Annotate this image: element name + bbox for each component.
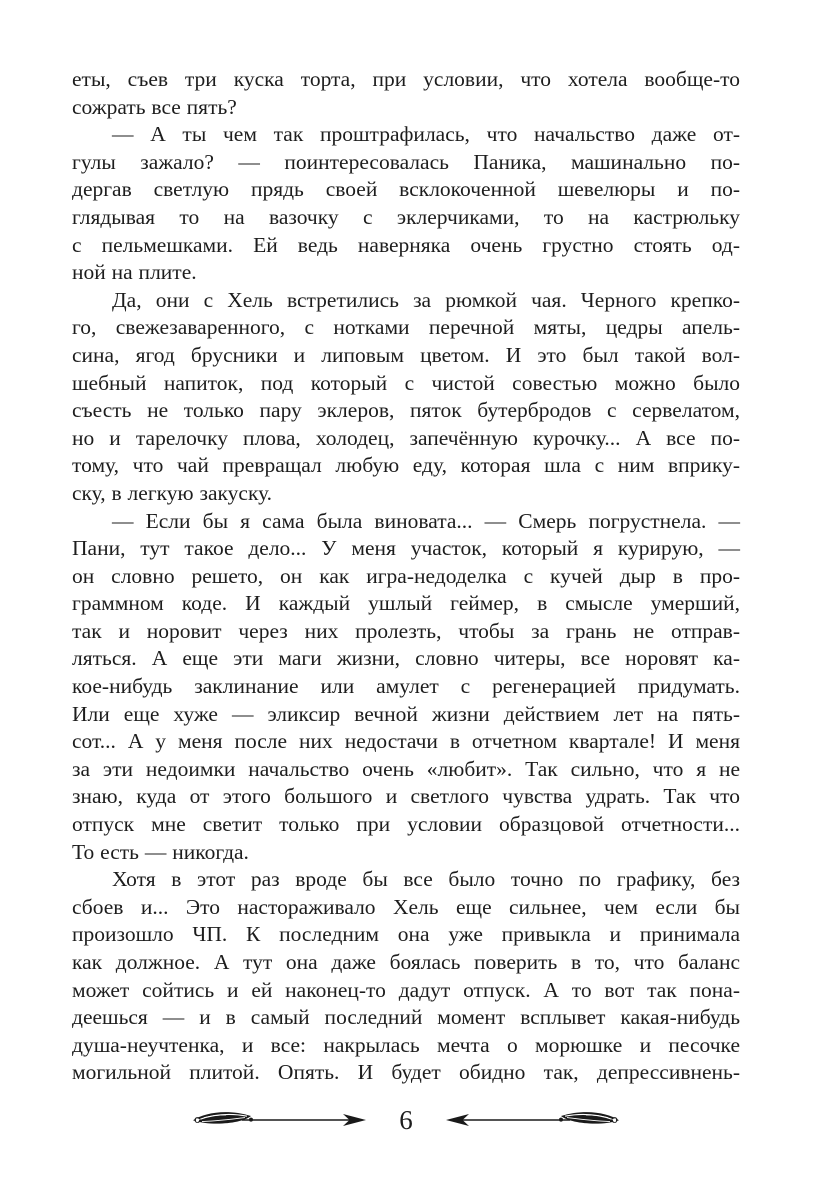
text-line: за эти недоимки начальство очень «любит». Так сильно, что я не bbox=[72, 756, 740, 781]
text-line: еты, съев три куска торта, при условии, что хотела вообще-то bbox=[72, 67, 740, 91]
text-line: сина, ягод брусники и липовым цветом. И это был такой вол- bbox=[72, 342, 740, 367]
text-line: гулы зажало? — поинтересовалась Паника, машинально по- bbox=[72, 149, 740, 174]
text-line: с пельмешками. Ей ведь наверняка очень грустно стоять од- bbox=[72, 232, 740, 257]
text-line: съесть не только пару эклеров, пяток бутербродов с сервелатом, bbox=[72, 398, 740, 423]
text-line: То есть — никогда. bbox=[72, 839, 249, 864]
text-line: Пани, тут такое дело... У меня участок, который я курирую, — bbox=[72, 536, 740, 561]
text-line: но и тарелочку плова, холодец, запечённую курочку... А все по- bbox=[72, 425, 740, 450]
text-line: ной на плите. bbox=[72, 260, 197, 285]
text-line: сбоев и... Это настораживало Хель еще сильнее, чем если бы bbox=[72, 894, 740, 919]
text-line: он словно решето, он как игра-недоделка с кучей дыр в про- bbox=[72, 563, 740, 588]
text-line: шебный напиток, под который с чистой совестью можно было bbox=[72, 370, 740, 395]
text-line: го, свежезаваренного, с нотками перечной мяты, цедры апель- bbox=[72, 315, 740, 340]
text-line: сот... А у меня после них недостачи в отчетном квартале! И меня bbox=[72, 729, 740, 754]
text-line: могильной плитой. Опять. И будет обидно так, депрессивнень- bbox=[72, 1060, 740, 1085]
text-line: как должное. А тут она даже боялась поверить в то, что баланс bbox=[72, 950, 740, 974]
text-line: кое-нибудь заклинание или амулет с регенерацией придумать. bbox=[72, 674, 740, 699]
feather-arrow-left-ornament-icon bbox=[190, 1108, 368, 1132]
text-line: Или еще хуже — эликсир вечной жизни действием лет на пять- bbox=[72, 701, 740, 726]
paragraph bbox=[72, 121, 740, 287]
text-line: ску, в легкую закуску. bbox=[72, 480, 273, 505]
text-line: дергав светлую прядь своей всклокоченной шевелюры и по- bbox=[72, 177, 740, 202]
text-line: граммном коде. И каждый ушлый геймер, в смысле умерший, bbox=[72, 591, 740, 616]
text-line: — Если бы я сама была виновата... — Смерь погрустнела. — bbox=[112, 508, 740, 533]
text-line: сожрать все пять? bbox=[72, 94, 237, 119]
page-number: 6 bbox=[399, 1104, 413, 1135]
feather-arrow-right-ornament-icon bbox=[444, 1108, 622, 1132]
paragraph bbox=[72, 66, 740, 121]
text-line: — А ты чем так проштрафилась, что начальство даже от- bbox=[112, 122, 740, 147]
paragraph bbox=[72, 287, 740, 508]
text-line: Хотя в этот раз вроде бы все было точно по графику, без bbox=[112, 867, 740, 892]
paragraph bbox=[72, 866, 740, 1087]
text-line: тому, что чай превращал любую еду, которая шла с ним вприку- bbox=[72, 453, 740, 478]
text-line: ляться. А еще эти маги жизни, словно читеры, все норовят ка- bbox=[72, 646, 740, 671]
text-line: отпуск мне светит только при условии образцовой отчетности... bbox=[72, 812, 740, 837]
text-line: глядывая то на вазочку с эклерчиками, то на кастрюльку bbox=[72, 204, 740, 229]
text-line: знаю, куда от этого большого и светлого чувства удрать. Так что bbox=[72, 784, 740, 809]
text-line: произошло ЧП. К последним она уже привыкла и принимала bbox=[72, 922, 740, 947]
page-footer bbox=[72, 1099, 740, 1141]
text-line: Да, они с Хель встретились за рюмкой чая. Черного крепко- bbox=[112, 287, 740, 312]
text-line: может сойтись и ей наконец-то дадут отпуск. А то вот так пона- bbox=[72, 977, 740, 1002]
text-line: так и норовит через них пролезть, чтобы за грань не отправ- bbox=[72, 618, 740, 643]
text-line: душа-неучтенка, и все: накрылась мечта о морюшке и песочке bbox=[72, 1032, 740, 1057]
paragraph bbox=[72, 508, 740, 867]
text-line: деешься — и в самый последний момент всплывет какая-нибудь bbox=[72, 1005, 740, 1030]
text-column bbox=[72, 66, 740, 1087]
